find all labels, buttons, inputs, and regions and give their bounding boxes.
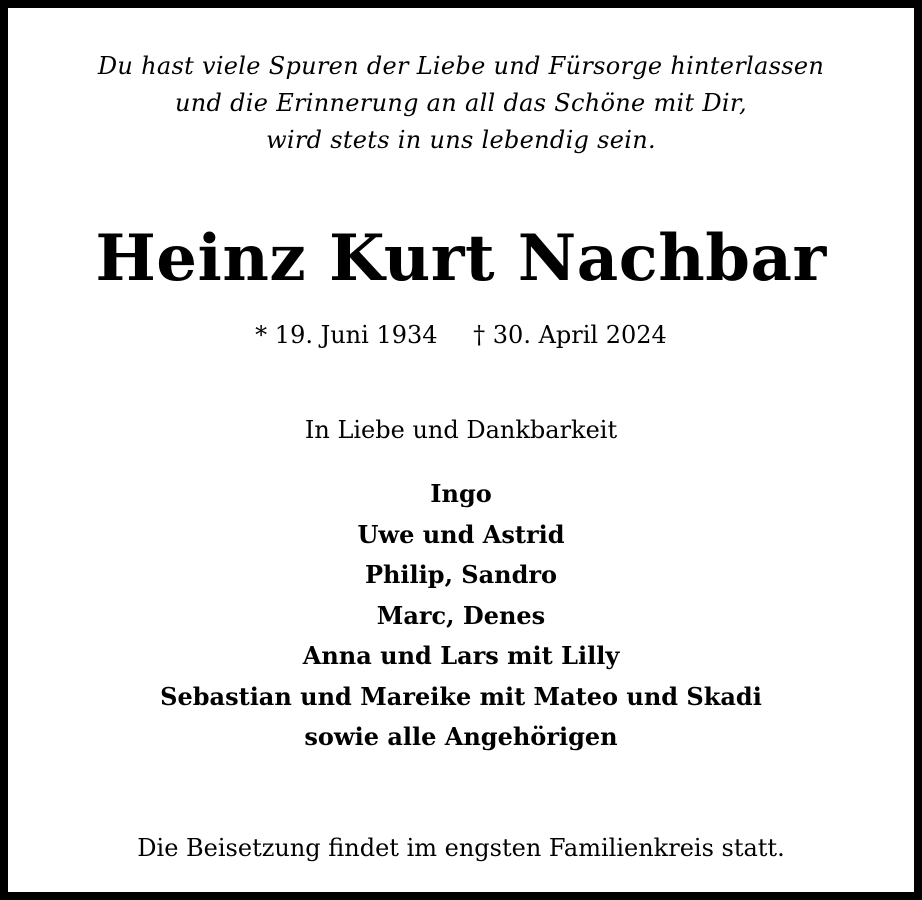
mourner-entry: sowie alle Angehörigen bbox=[304, 722, 618, 751]
birth-date: * 19. Juni 1934 bbox=[255, 321, 438, 349]
mourner-entry: Sebastian und Mareike mit Mateo und Skadi bbox=[160, 681, 762, 711]
quote-line: wird stets in uns lebendig sein. bbox=[266, 126, 656, 154]
memorial-quote bbox=[8, 48, 914, 159]
mourner-entry: Uwe und Astrid bbox=[357, 519, 565, 549]
mourner-entry: Ingo bbox=[430, 479, 492, 508]
mourner-entry: Marc, Denes bbox=[376, 600, 546, 630]
deceased-name: Heinz Kurt Nachbar bbox=[95, 221, 827, 296]
dedication-line: In Liebe und Dankbarkeit bbox=[304, 416, 618, 444]
life-dates bbox=[8, 318, 914, 352]
mourner-entry: Anna und Lars mit Lilly bbox=[302, 641, 620, 670]
mourners-list bbox=[8, 474, 914, 758]
quote-line: und die Erinnerung an all das Schöne mit Dir, bbox=[175, 89, 747, 117]
funeral-note: Die Beisetzung findet im engsten Familienkreis statt. bbox=[137, 834, 785, 862]
death-date: † 30. April 2024 bbox=[473, 321, 667, 349]
quote-line: Du hast viele Spuren der Liebe und Fürsorge hinterlassen bbox=[97, 52, 825, 80]
mourner-entry: Philip, Sandro bbox=[364, 560, 558, 589]
